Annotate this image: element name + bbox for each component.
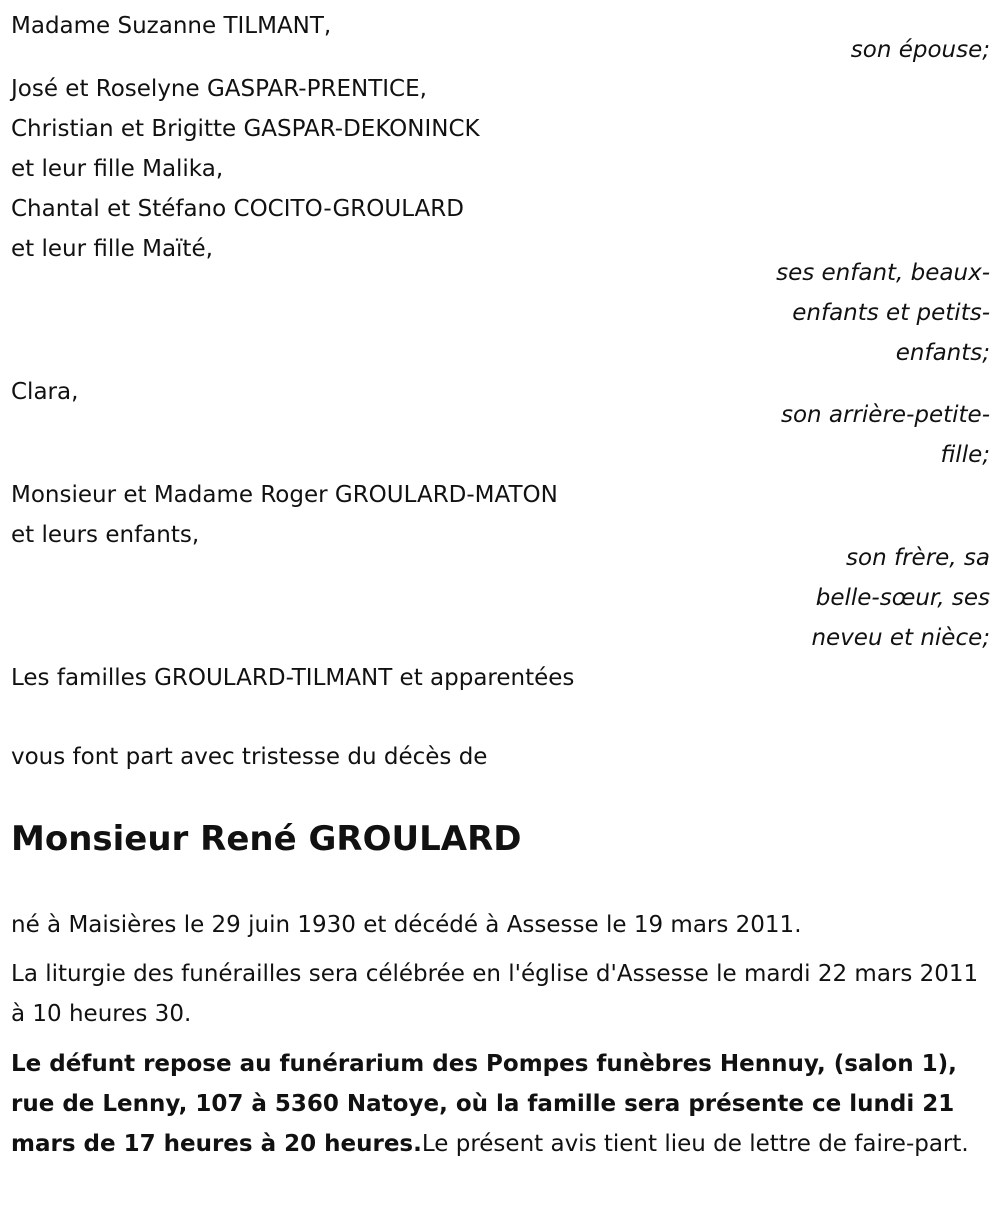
child-line: et leur fille Maïté, bbox=[11, 236, 213, 262]
child-line: et leur fille Malika, bbox=[11, 156, 224, 182]
children-role-line: ses enfant, beaux- bbox=[776, 260, 990, 286]
liturgy-text: La liturgie des funérailles sera célébrée en l'église d'Assesse le mardi 22 mars 2011 à 10 heures 30. bbox=[11, 961, 979, 1027]
sibling-line: et leurs enfants, bbox=[11, 522, 200, 548]
child-line: Christian et Brigitte GASPAR-DEKONINCK bbox=[11, 116, 480, 142]
deceased-name: Monsieur René GROULARD bbox=[11, 819, 522, 859]
great-grandchild-role-line: son arrière-petite- bbox=[780, 402, 990, 428]
great-grandchild-role-line: fille; bbox=[940, 442, 990, 468]
siblings-role-line: neveu et nièce; bbox=[811, 625, 990, 651]
great-grandchild-name: Clara, bbox=[11, 379, 79, 405]
child-line: Chantal et Stéfano COCITO-GROULARD bbox=[11, 196, 464, 222]
announcement-text: vous font part avec tristesse du décès de bbox=[11, 744, 488, 770]
child-line: José et Roselyne GASPAR-PRENTICE, bbox=[11, 76, 427, 102]
funerarium-text: Le défunt repose au funérarium des Pompes funèbres Hennuy, (salon 1), rue de Lenny, 107 à 5360 Natoye, où la famille sera présente ce lundi 21 mars de 17 heures à 20 heures. bbox=[11, 1051, 957, 1157]
birth-death-text: né à Maisières le 29 juin 1930 et décédé à Assesse le 19 mars 2011. bbox=[11, 912, 802, 938]
sibling-line: Monsieur et Madame Roger GROULARD-MATON bbox=[11, 482, 558, 508]
spouse-name: Madame Suzanne TILMANT, bbox=[11, 13, 332, 39]
notice-text: Le présent avis tient lieu de lettre de faire-part. bbox=[421, 1131, 969, 1157]
children-role-line: enfants et petits- bbox=[792, 300, 990, 326]
siblings-role-line: belle-sœur, ses bbox=[815, 585, 990, 611]
children-role-line: enfants; bbox=[895, 340, 990, 366]
spouse-role: son épouse; bbox=[850, 37, 990, 63]
siblings-role-line: son frère, sa bbox=[846, 545, 990, 571]
families-line: Les familles GROULARD-TILMANT et apparentées bbox=[11, 665, 575, 691]
funerarium-paragraph bbox=[11, 1044, 986, 1164]
